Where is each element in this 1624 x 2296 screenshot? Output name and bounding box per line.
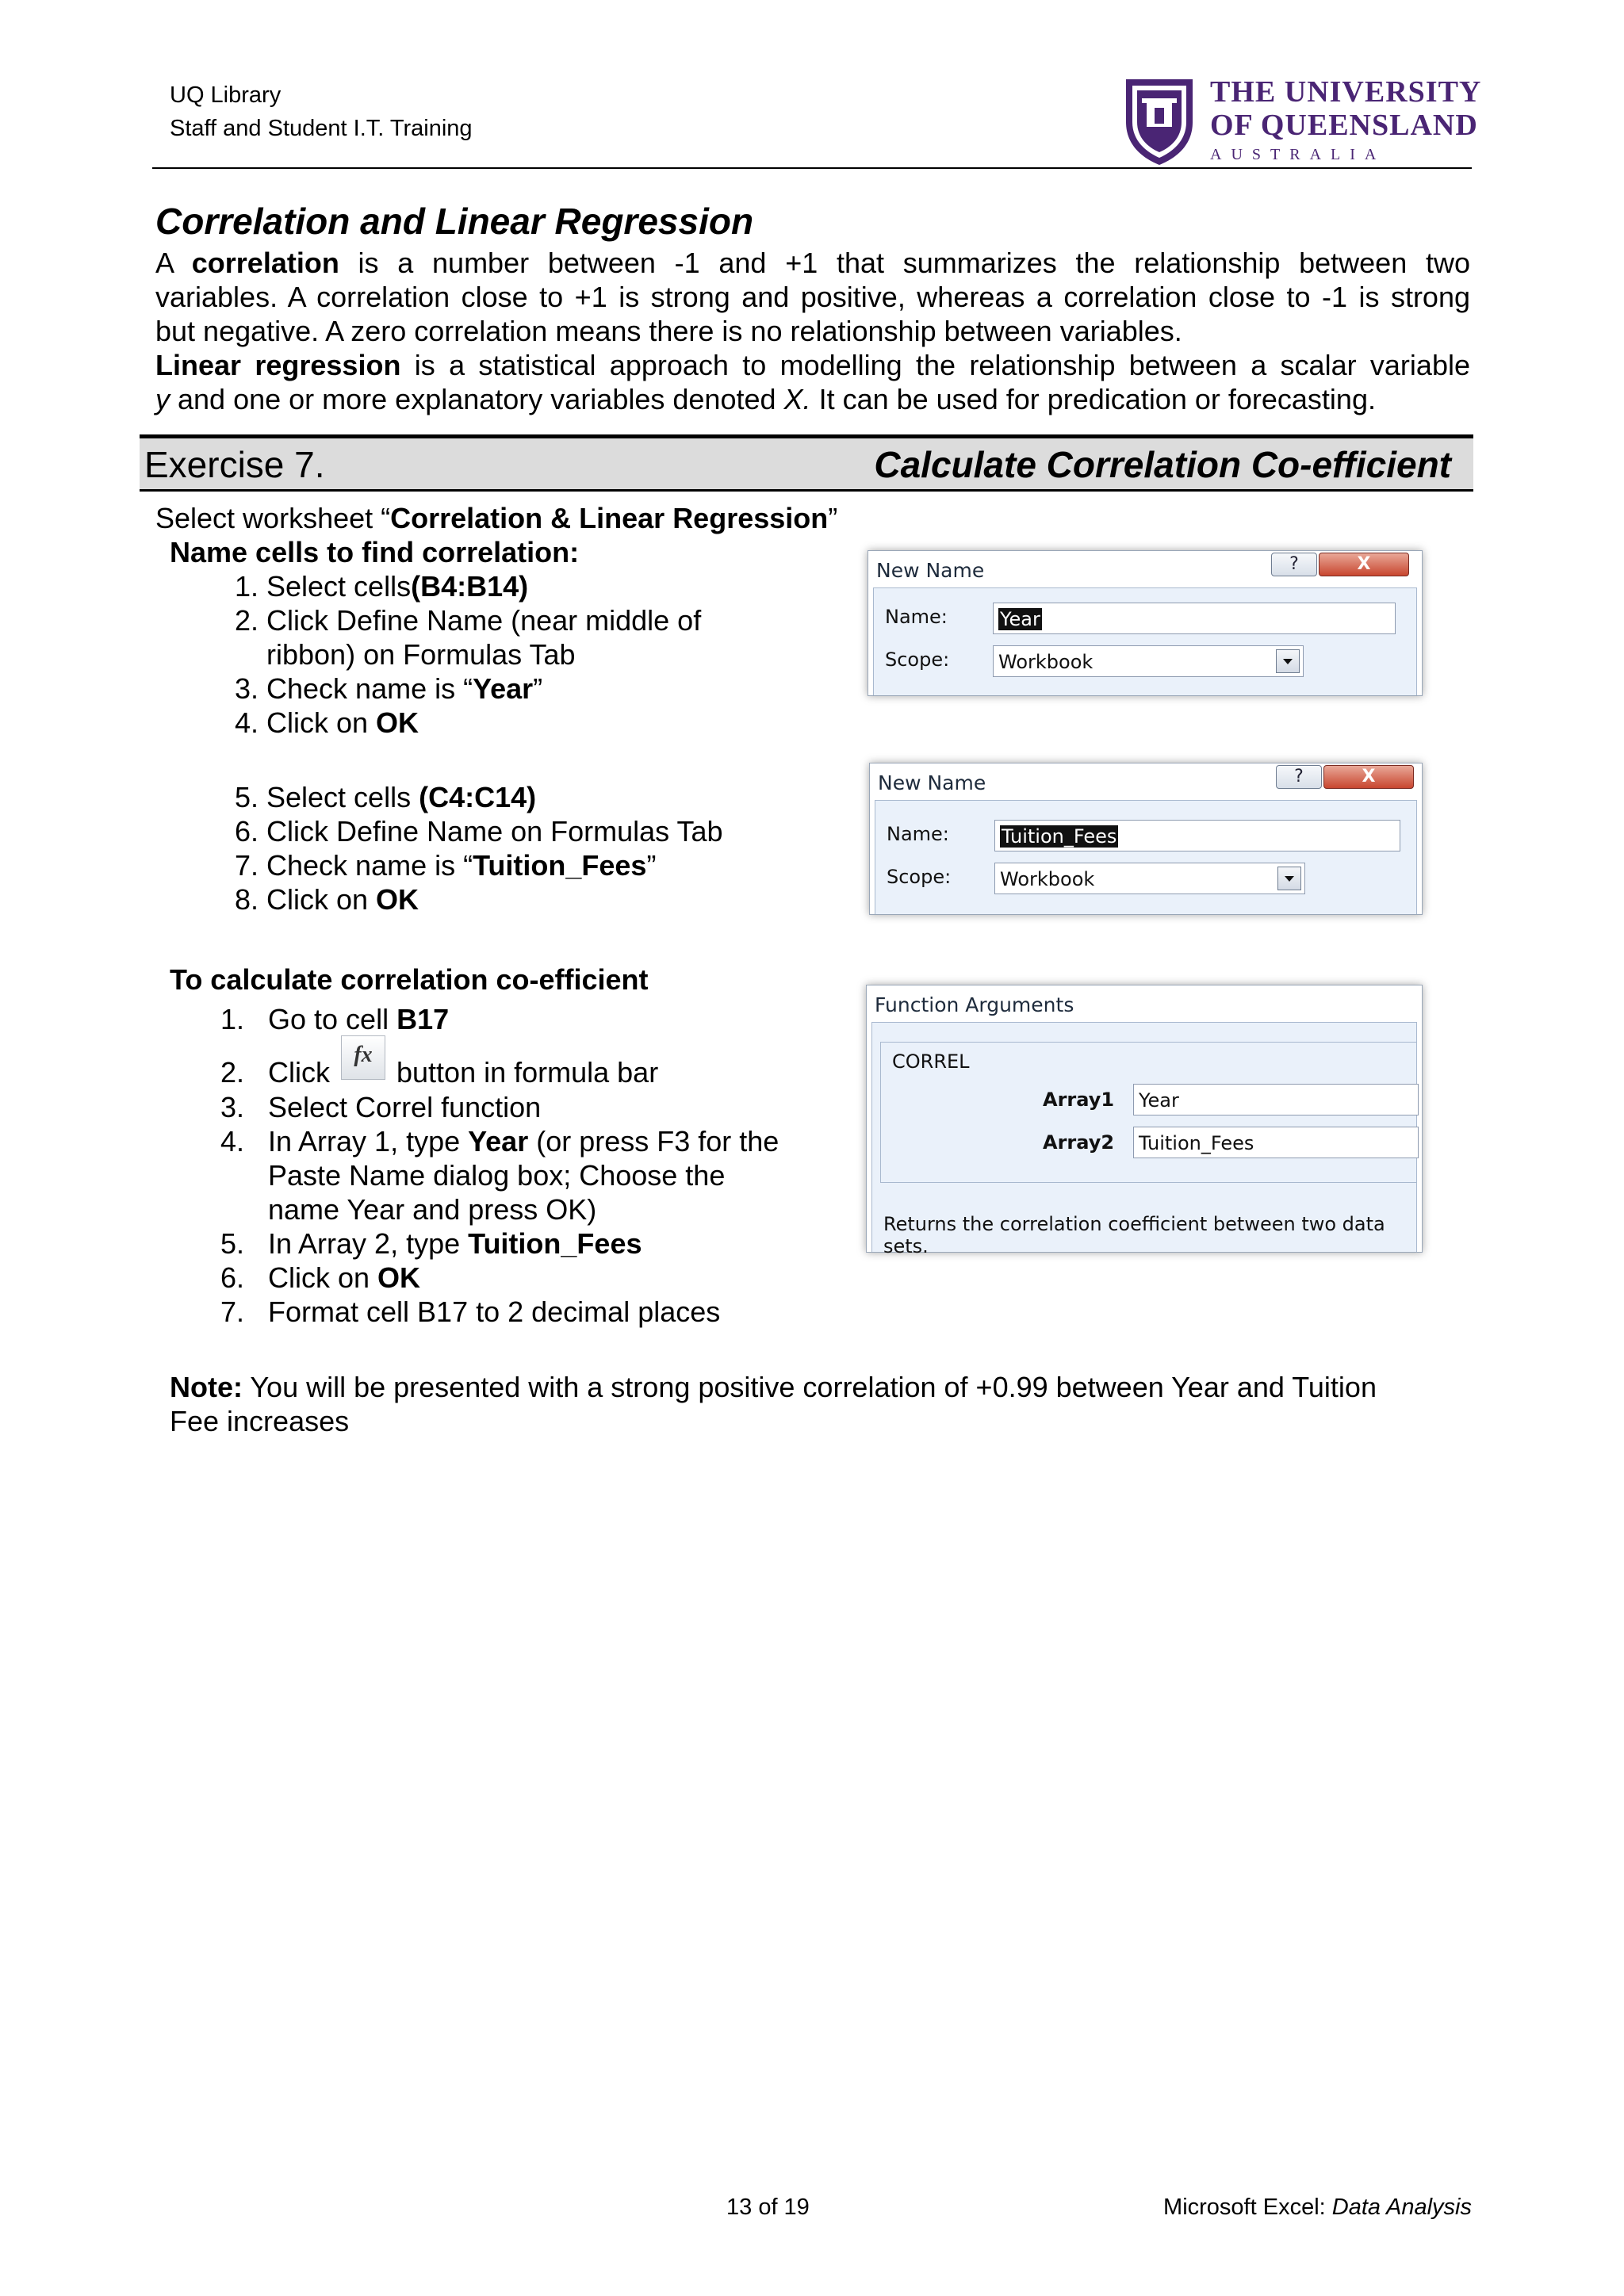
scope-select[interactable]: Workbook [993, 645, 1304, 677]
name-label: Name: [885, 606, 948, 628]
logo-line-1: THE UNIVERSITY [1210, 75, 1482, 109]
list-item: 1. Select cells(B4:B14) [234, 570, 529, 603]
note-line2: Fee increases [170, 1405, 350, 1437]
list-item: 1. Go to cell B17 [220, 1003, 450, 1035]
list-item: 7. Check name is “Tuition_Fees” [234, 849, 657, 882]
list-item-continued: name Year and press OK) [268, 1193, 597, 1226]
array2-field[interactable]: Tuition_Fees [1133, 1127, 1419, 1158]
scope-label: Scope: [885, 649, 950, 671]
function-description: Returns the correlation coefficient between two data sets. [883, 1213, 1385, 1257]
list-item: 4. In Array 1, type Year (or press F3 for the [220, 1125, 779, 1158]
list-item-continued: ribbon) on Formulas Tab [266, 638, 576, 671]
name-label: Name: [887, 823, 949, 845]
list-item: 7. Format cell B17 to 2 decimal places [220, 1295, 721, 1328]
header-library: UQ Library [170, 82, 282, 108]
footer-product: Microsoft Excel: Data Analysis [1163, 2195, 1472, 2220]
intro-para2-line2: y and one or more explanatory variables denoted X. It can be used for predication or forecasting. [155, 383, 1376, 415]
exercise-number: Exercise 7. [144, 444, 325, 485]
insert-function-icon: fx [341, 1035, 385, 1080]
intro-para1-line1: A correlation is a number between -1 and +1 that summarizes the relationship between two [155, 247, 1470, 279]
close-button[interactable]: X [1319, 553, 1409, 576]
scope-select[interactable]: Workbook [994, 863, 1305, 894]
correl-group [880, 1042, 1416, 1183]
dialog-title: New Name [878, 771, 986, 794]
help-button[interactable]: ? [1276, 765, 1322, 789]
new-name-dialog-tuition [869, 763, 1423, 915]
select-worksheet: Select worksheet “Correlation & Linear Regression” [155, 502, 838, 534]
dialog-body [875, 800, 1417, 914]
header-rule [152, 167, 1472, 169]
dialog-body [873, 587, 1417, 695]
dialog-title: Function Arguments [875, 993, 1074, 1016]
section-title: Correlation and Linear Regression [155, 201, 754, 242]
correl-heading: To calculate correlation co-efficient [170, 963, 649, 996]
list-item: 4. Click on OK [234, 706, 419, 739]
note-line1: Note: You will be presented with a strong positive correlation of +0.99 between Year and Tuition [170, 1371, 1377, 1403]
scope-label: Scope: [887, 866, 952, 888]
chevron-down-icon[interactable] [1277, 867, 1301, 890]
exercise-title: Calculate Correlation Co-efficient [874, 444, 1451, 485]
dialog-body [871, 1022, 1417, 1257]
header-training: Staff and Student I.T. Training [170, 116, 473, 141]
list-item: 2. Click button in formula bar [220, 1056, 659, 1089]
list-item-continued: Paste Name dialog box; Choose the [268, 1159, 726, 1192]
chevron-down-icon[interactable] [1276, 649, 1300, 673]
function-arguments-dialog [866, 985, 1423, 1257]
close-button[interactable]: X [1323, 765, 1414, 789]
list-item: 8. Click on OK [234, 883, 419, 916]
list-item: 5. Select cells (C4:C14) [234, 781, 537, 813]
list-item: 6. Click on OK [220, 1261, 421, 1294]
intro-para1-line3: but negative. A zero correlation means there is no relationship between variables. [155, 315, 1182, 347]
dialog-title: New Name [876, 559, 985, 582]
new-name-dialog-year [868, 550, 1423, 696]
array1-field[interactable]: Year [1133, 1084, 1419, 1115]
intro-para2-line1: Linear regression is a statistical approach to modelling the relationship between a scalar variable [155, 349, 1470, 381]
list-item: 6. Click Define Name on Formulas Tab [234, 815, 723, 848]
logo-line-2: OF QUEENSLAND [1210, 109, 1478, 142]
uq-crest-icon [1123, 76, 1196, 166]
page-number: 13 of 19 [726, 2195, 810, 2220]
list-item: 3. Check name is “Year” [234, 672, 543, 705]
list-item: 5. In Array 2, type Tuition_Fees [220, 1227, 642, 1260]
help-button[interactable]: ? [1271, 553, 1317, 576]
name-field[interactable]: Tuition_Fees [994, 820, 1400, 851]
uq-logo [1123, 75, 1482, 168]
logo-line-3: AUSTRALIA [1210, 146, 1386, 163]
list-item: 2. Click Define Name (near middle of [234, 604, 702, 637]
name-field[interactable]: Year [993, 603, 1396, 634]
exercise-header [140, 434, 1473, 492]
array2-label: Array2 [1043, 1131, 1115, 1154]
group-label: CORREL [892, 1050, 970, 1073]
intro-para1-line2: variables. A correlation close to +1 is strong and positive, whereas a correlation close to -1 is strong [155, 281, 1470, 313]
name-cells-heading: Name cells to find correlation: [170, 536, 580, 568]
array1-label: Array1 [1043, 1089, 1115, 1111]
list-item: 3. Select Correl function [220, 1091, 542, 1123]
